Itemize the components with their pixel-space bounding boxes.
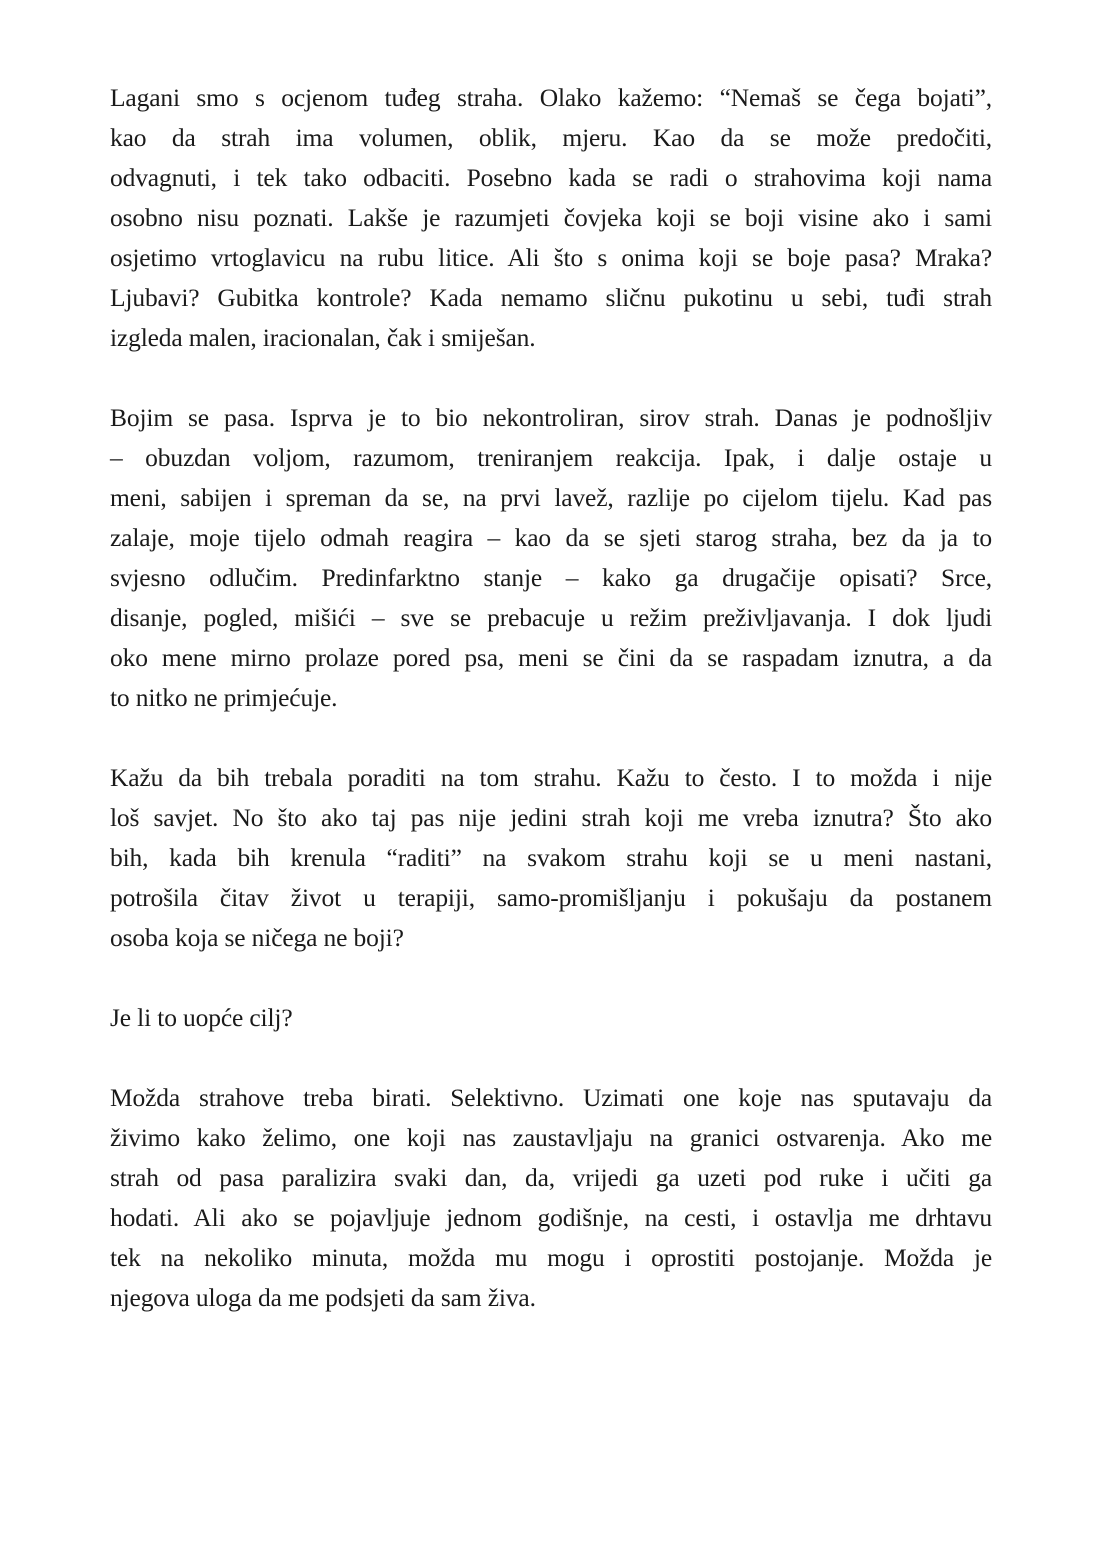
text-line: izgleda malen, iracionalan, čak i smiješan.	[110, 323, 536, 352]
text-line: osjetimo vrtoglavicu na rubu litice. Ali što s onima koji se boje pasa? Mraka?	[110, 243, 992, 272]
text-line: osoba koja se ničega ne boji?	[110, 923, 404, 952]
paragraph-2	[110, 398, 992, 718]
text-line: Ljubavi? Gubitka kontrole? Kada nemamo sličnu pukotinu u sebi, tuđi strah	[110, 283, 992, 312]
text-line: strah od pasa paralizira svaki dan, da, vrijedi ga uzeti pod ruke i učiti ga	[110, 1163, 992, 1192]
text-line: osobno nisu poznati. Lakše je razumjeti čovjeka koji se boji visine ako i sami	[110, 203, 992, 232]
text-line: odvagnuti, i tek tako odbaciti. Posebno kada se radi o strahovima koji nama	[110, 163, 992, 192]
text-line: oko mene mirno prolaze pored psa, meni se čini da se raspadam iznutra, a da	[110, 643, 992, 672]
paragraph-5	[110, 1078, 992, 1318]
paragraph-4-question	[110, 998, 992, 1038]
text-line: zalaje, moje tijelo odmah reagira – kao da se sjeti starog straha, bez da ja to	[110, 523, 992, 552]
text-line: Je li to uopće cilj?	[110, 1003, 293, 1032]
text-line: bih, kada bih krenula “raditi” na svakom strahu koji se u meni nastani,	[110, 843, 992, 872]
text-line: to nitko ne primjećuje.	[110, 683, 338, 712]
text-line: kao da strah ima volumen, oblik, mjeru. Kao da se može predočiti,	[110, 123, 992, 152]
text-line: meni, sabijen i spreman da se, na prvi lavež, razlije po cijelom tijelu. Kad pas	[110, 483, 992, 512]
text-line: Kažu da bih trebala poraditi na tom strahu. Kažu to često. I to možda i nije	[110, 763, 992, 792]
paragraph-3	[110, 758, 992, 958]
text-line: potrošila čitav život u terapiji, samo-promišljanju i pokušaju da postanem	[110, 883, 992, 912]
text-line: hodati. Ali ako se pojavljuje jednom godišnje, na cesti, i ostavlja me drhtavu	[110, 1203, 992, 1232]
text-line: živimo kako želimo, one koji nas zaustavljaju na granici ostvarenja. Ako me	[110, 1123, 992, 1152]
text-line: disanje, pogled, mišići – sve se prebacuje u režim preživljavanja. I dok ljudi	[110, 603, 992, 632]
text-line: njegova uloga da me podsjeti da sam živa.	[110, 1283, 536, 1312]
paragraph-1	[110, 78, 992, 358]
text-line: tek na nekoliko minuta, možda mu mogu i oprostiti postojanje. Možda je	[110, 1243, 992, 1272]
text-line: – obuzdan voljom, razumom, treniranjem reakcija. Ipak, i dalje ostaje u	[110, 443, 992, 472]
text-line: svjesno odlučim. Predinfarktno stanje – kako ga drugačije opisati? Srce,	[110, 563, 992, 592]
text-line: Bojim se pasa. Isprva je to bio nekontroliran, sirov strah. Danas je podnošljiv	[110, 403, 992, 432]
text-line: loš savjet. No što ako taj pas nije jedini strah koji me vreba iznutra? Što ako	[110, 803, 992, 832]
text-line: Možda strahove treba birati. Selektivno. Uzimati one koje nas sputavaju da	[110, 1083, 992, 1112]
text-line: Lagani smo s ocjenom tuđeg straha. Olako kažemo: “Nemaš se čega bojati”,	[110, 83, 992, 112]
document-page	[110, 78, 992, 1358]
